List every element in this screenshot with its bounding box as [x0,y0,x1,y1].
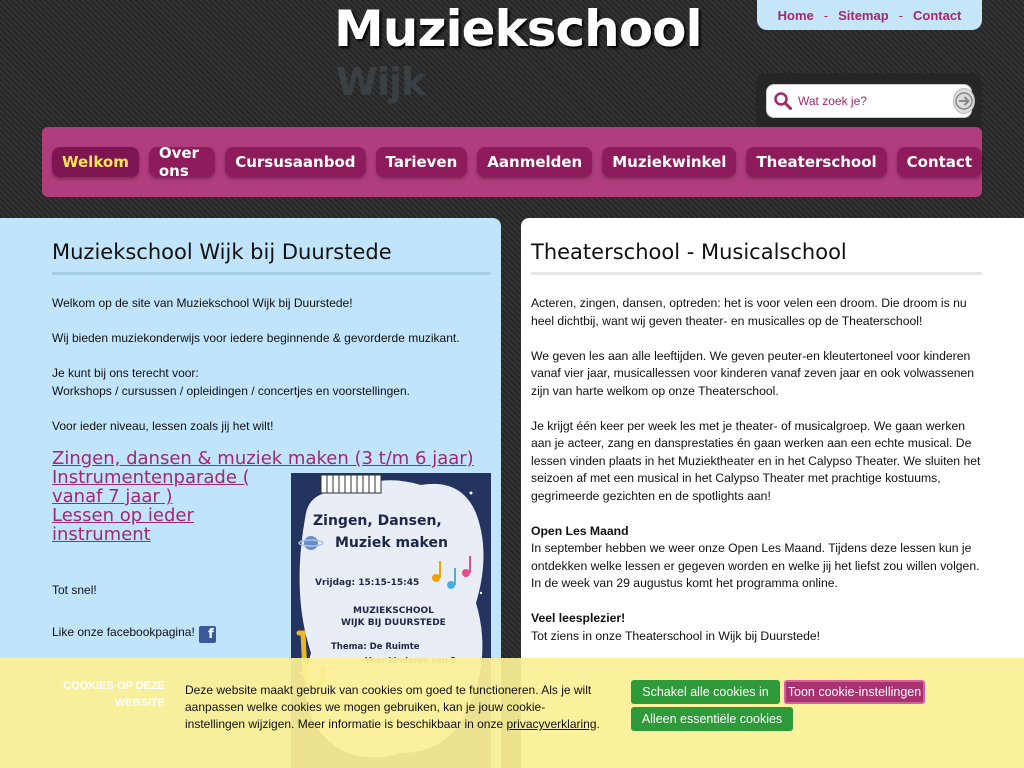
sitemap-link[interactable]: Sitemap [838,7,889,23]
nav-item-welkom[interactable]: Welkom [52,147,139,177]
theater-intro-text: Acteren, zingen, dansen, optreden: het is voor velen een droom. Die droom is nu heel dichtbij, want wij geven theater- en musicalles op de Theaterschool! [531,296,967,328]
top-links [757,0,982,30]
nav-item-tarieven[interactable]: Tarieven [376,147,468,177]
search-panel [756,73,982,129]
poster-day: Vrijdag: 15:15-15:45 [315,578,420,588]
facebook-label: Like onze facebookpagina! [52,624,195,639]
facebook-icon[interactable]: f [199,626,216,643]
nav-item-cursusaanbod[interactable]: Cursusaanbod [225,147,365,177]
cookie-text [185,682,600,733]
cookie-banner [0,658,1024,768]
cookie-message: Deze website maakt gebruik van cookies om goed te functioneren. Als je wilt aanpassen welke cookies we mogen gebruiken, kan je jouw cookie-instellingen wijzigen. Meer informatie is beschikbaar in onze [185,683,592,731]
options-text [52,365,491,400]
link-instrumentenparade[interactable]: Instrumentenparade ( vanaf 7 jaar ) [52,467,250,507]
welcome-text: Welkom op de site van Muziekschool Wijk bij Duurstede! [52,296,353,310]
nav-item-theaterschool[interactable]: Theaterschool [746,147,886,177]
poster-heading-2: Muziek maken [335,535,448,551]
privacy-link[interactable]: privacyverklaring [506,717,597,731]
level-text: Voor ieder niveau, lessen zoals jij het wilt! [52,418,274,433]
open-les-block [531,523,982,593]
search-icon [773,91,793,111]
poster-heading-1: Zingen, Dansen, [313,513,442,529]
site-subtitle: Wijk [336,60,426,104]
nav-item-muziekwinkel[interactable]: Muziekwinkel [602,147,736,177]
closing-block [531,610,982,645]
nav-item-contact[interactable]: Contact [897,147,982,177]
options-intro: Je kunt bij ons terecht voor: [52,366,199,380]
left-title: Muziekschool Wijk bij Duurstede [52,240,491,275]
site-title: Muziekschool [334,0,702,58]
open-les-title: Open Les Maand [531,523,629,538]
options-list: Workshops / cursussen / opleidingen / concertjes en voorstellingen. [52,383,410,398]
leesplezier-title: Veel leesplezier! [531,611,626,625]
search-input[interactable] [798,94,953,108]
offer-text: Wij bieden muziekonderwijs voor iedere beginnende & gevorderde muzikant. [52,331,460,345]
nav-item-aanmelden[interactable]: Aanmelden [477,147,592,177]
cookie-banner-label: COOKIES OP DEZE WEBSITE [63,680,165,709]
home-link[interactable]: Home [777,7,814,23]
tot-ziens-text: Tot ziens in onze Theaterschool in Wijk bij Duurstede! [531,628,821,643]
cookie-message-end: . [596,717,600,731]
theater-ages-text: We geven les aan alle leeftijden. We geven peuter-en kleutertoneel voor kinderen vanaf vier jaar, musicallessen voor kinderen vanaf zeven jaar en ook volwassenen zijn van harte welkom op onze Theaterschool. [531,348,975,398]
search-submit-button[interactable] [953,88,975,114]
link-zingen-dansen[interactable]: Zingen, dansen & muziek maken (3 t/m 6 jaar) [52,448,474,469]
link-lessen-instrument[interactable]: Lessen op ieder instrument [52,505,194,545]
arrow-right-icon [954,91,974,111]
poster-school-1: MUZIEKSCHOOL [353,606,434,616]
open-les-text: In september hebben we weer onze Open Les Maand. Tijdens deze lessen kun je ontdekken welke lessen er gegeven worden en welke jij het liefst zou willen volgen. In de week van 29 augustus komt het programma online. [531,541,980,590]
poster-theme: Thema: De Ruimte [331,642,420,652]
theater-lessons-text: Je krijgt één keer per week les met je theater- of musicalgroep. We gaan werken aan je acteer, zang en dansprestaties én gaan werken aan een echte musical. De lessen vinden plaats in het Muziektheater en in het Calypso Theater. We sluiten het seizoen af met een musical in het Calypso Theater met prachtige kostuums, gegrimeerde gezichten en de spotlights aan! [531,418,981,503]
cookie-settings-button[interactable]: Toon cookie-instellingen [784,680,925,704]
right-title: Theaterschool - Musicalschool [531,240,982,275]
nav-item-over-ons[interactable]: Over ons [149,147,215,177]
poster-school-2: WIJK BIJ DUURSTEDE [341,618,446,628]
separator: - [823,7,829,23]
contact-link[interactable]: Contact [913,7,962,23]
main-nav [42,127,982,197]
search-box [766,84,972,118]
closing-text: Tot snel! [52,583,97,597]
essential-cookies-button[interactable]: Alleen essentiële cookies [631,707,793,731]
enable-all-cookies-button[interactable]: Schakel alle cookies in [631,680,780,704]
separator: - [898,7,903,23]
